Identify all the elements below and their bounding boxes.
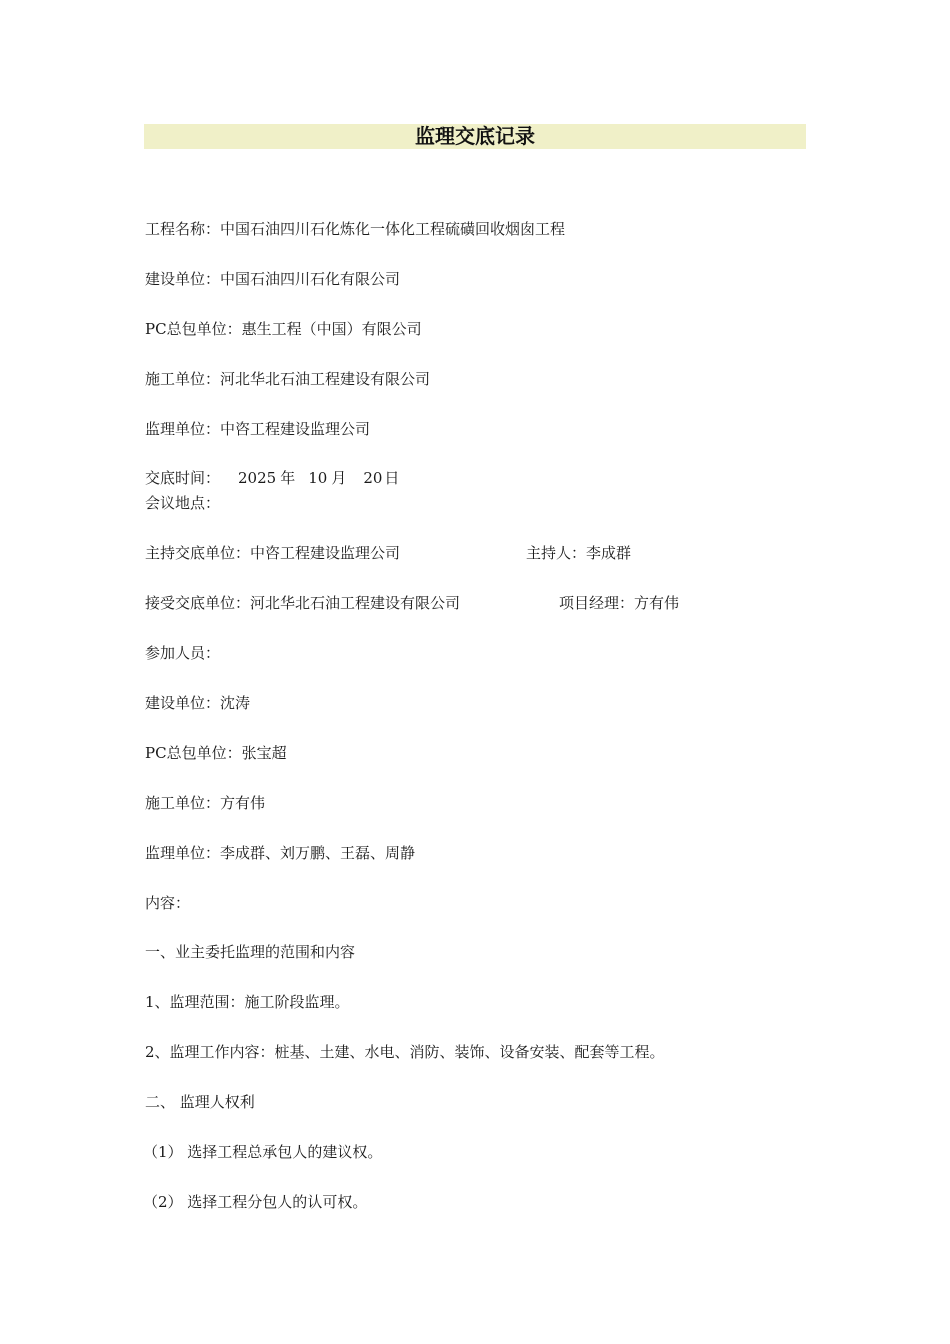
date-day-unit: 日 [384, 469, 400, 487]
host-unit: 主持交底单位：中咨工程建设监理公司 [145, 544, 401, 562]
host-person: 主持人：李成群 [526, 544, 632, 562]
attendee-supervision: 监理单位：李成群、刘万鹏、王磊、周静 [145, 844, 416, 862]
owner-unit: 建设单位：中国石油四川石化有限公司 [145, 270, 401, 288]
section-1-heading: 一、业主委托监理的范围和内容 [145, 943, 356, 961]
construction-unit: 施工单位：河北华北石油工程建设有限公司 [145, 370, 431, 388]
attendee-owner: 建设单位：沈涛 [145, 694, 251, 712]
date-month: 10 [308, 469, 328, 487]
document-title: 监理交底记录 [415, 124, 535, 148]
attendees-label: 参加人员： [145, 644, 221, 662]
section-2-heading: 二、 监理人权利 [145, 1093, 255, 1111]
right-2: （2） 选择工程分包人的认可权。 [143, 1193, 368, 1211]
date-year-unit: 年 [280, 469, 296, 487]
briefing-date [145, 468, 399, 488]
date-label: 交底时间： [145, 469, 221, 487]
project-name: 工程名称：中国石油四川石化炼化一体化工程硫磺回收烟囱工程 [145, 220, 566, 238]
project-manager: 项目经理：方有伟 [559, 594, 680, 612]
section-1-item-2: 2、监理工作内容：桩基、土建、水电、消防、装饰、设备安装、配套等工程。 [145, 1043, 665, 1061]
section-1-item-1: 1、监理范围：施工阶段监理。 [145, 993, 350, 1011]
attendee-construction: 施工单位：方有伟 [145, 794, 266, 812]
venue: 会议地点： [145, 494, 221, 512]
content-label: 内容： [145, 894, 191, 912]
date-day: 20 [363, 469, 383, 487]
supervision-unit: 监理单位：中咨工程建设监理公司 [145, 420, 371, 438]
receiver-unit: 接受交底单位：河北华北石油工程建设有限公司 [145, 594, 461, 612]
date-month-unit: 月 [331, 469, 347, 487]
title-bar [144, 124, 806, 149]
right-1: （1） 选择工程总承包人的建议权。 [143, 1143, 383, 1161]
attendee-pc: PC总包单位：张宝超 [145, 744, 287, 762]
pc-contractor: PC总包单位：惠生工程（中国）有限公司 [145, 320, 422, 338]
date-year: 2025 [238, 469, 277, 487]
